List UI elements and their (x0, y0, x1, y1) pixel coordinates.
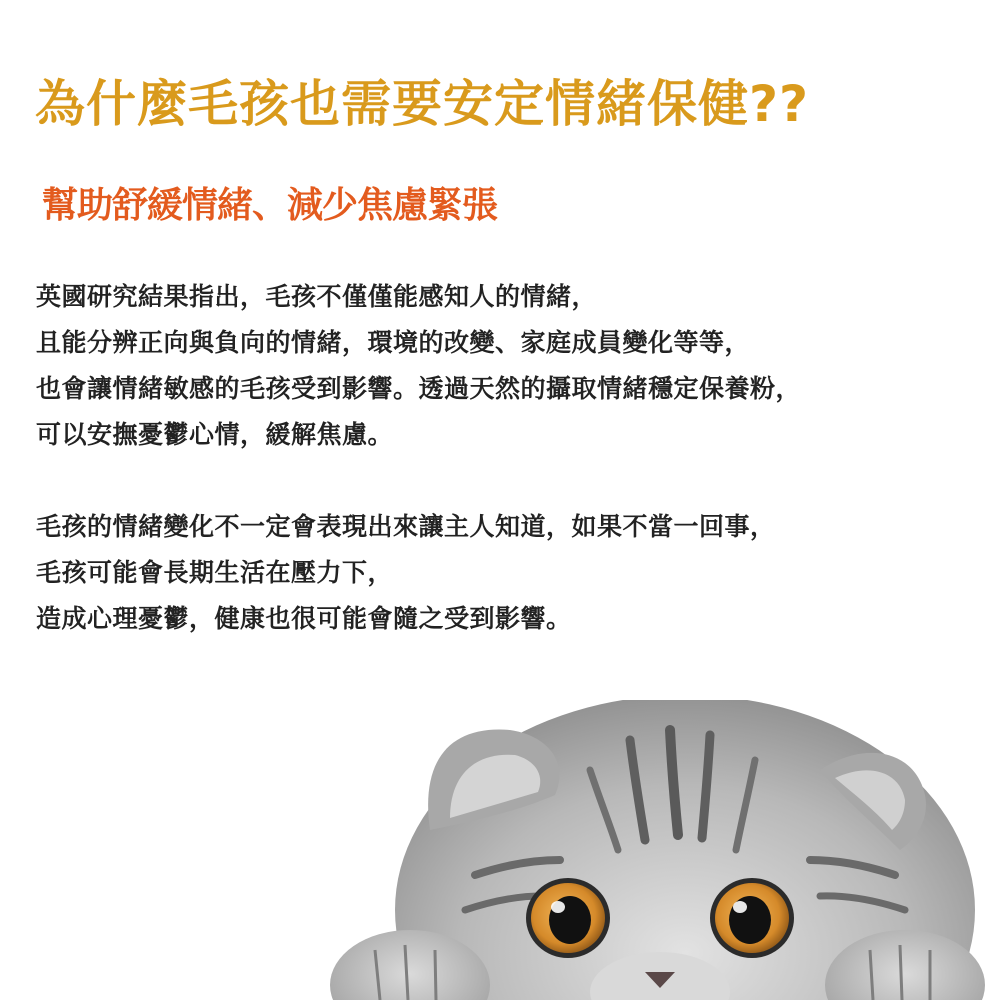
page-title: 為什麼毛孩也需要安定情緒保健?? (35, 75, 810, 133)
paragraph-research (36, 274, 801, 458)
paragraph-line: 毛孩可能會長期生活在壓力下， (36, 558, 394, 587)
paragraph-line: 且能分辨正向與負向的情緒，環境的改變、家庭成員變化等等， (36, 328, 751, 357)
kitten-illustration (300, 700, 1000, 1000)
paragraph-line: 造成心理憂鬱，健康也很可能會隨之受到影響。 (36, 604, 572, 633)
paragraph-line: 也會讓情緒敏感的毛孩受到影響。透過天然的攝取情緒穩定保養粉， (36, 374, 802, 403)
kitten-eye-right (710, 878, 794, 958)
kitten-eye-left (526, 878, 610, 958)
paragraph-line: 可以安撫憂鬱心情，緩解焦慮。 (36, 420, 394, 449)
page-subtitle: 幫助舒緩情緒、減少焦慮緊張 (42, 185, 498, 226)
paragraph-line: 英國研究結果指出，毛孩不僅僅能感知人的情緒， (36, 282, 598, 311)
paragraph-line: 毛孩的情緒變化不一定會表現出來讓主人知道，如果不當一回事， (36, 512, 776, 541)
paragraph-emotion-change (36, 504, 776, 642)
